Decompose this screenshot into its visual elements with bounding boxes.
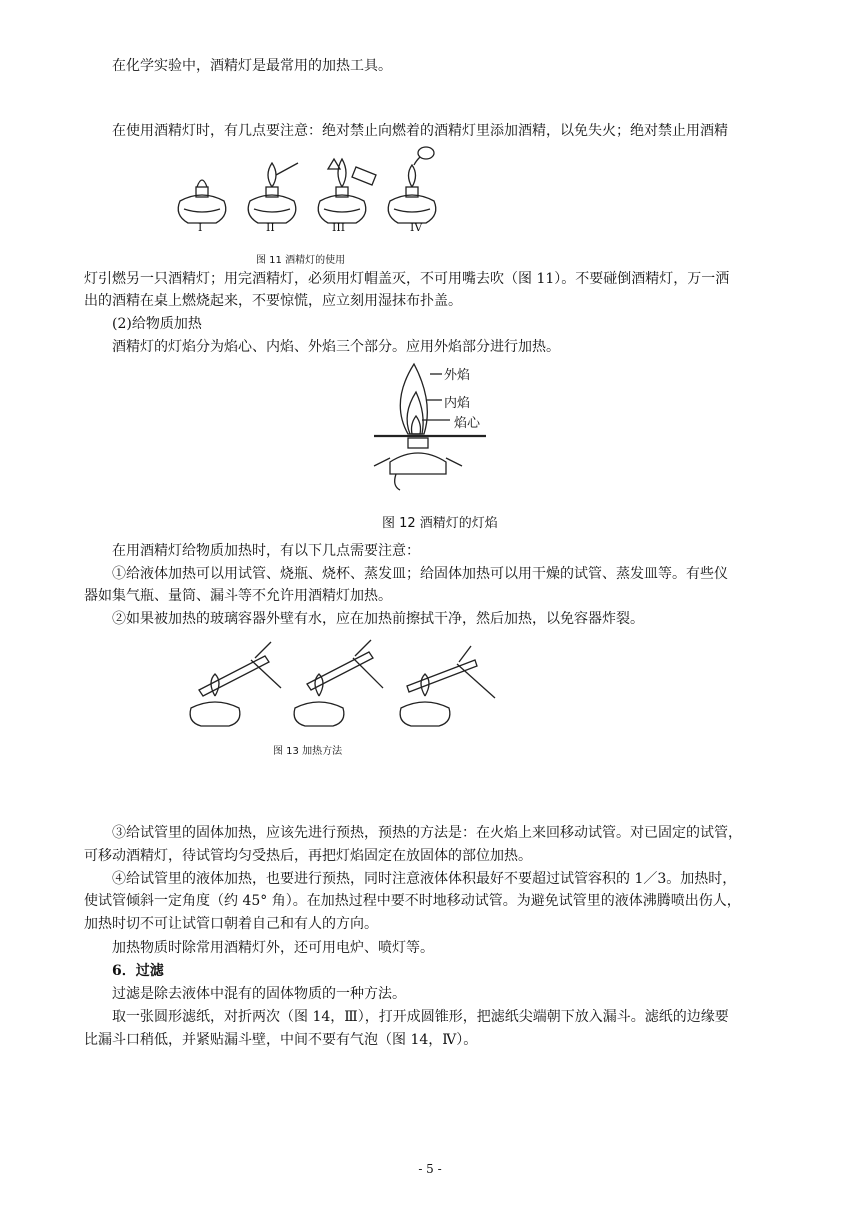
figure-12 <box>370 362 510 532</box>
section-heading-heating: (2)给物质加热 <box>112 316 202 332</box>
figure-13-drawing <box>185 638 515 728</box>
flame-core-icon <box>412 416 421 434</box>
paragraph-note-4a: ④给试管里的液体加热，也要进行预热，同时注意液体体积最好不要超过试管容积的 1／3。加热时， <box>112 871 737 887</box>
figure-11-drawing <box>170 145 450 245</box>
paragraph-cautions-cont-1: 灯引燃另一只酒精灯；用完酒精灯，必须用灯帽盖灭，不可用嘴去吹（图 11）。不要碰倒酒精灯，万一洒 <box>84 271 730 287</box>
heating-method-2-icon <box>294 640 383 726</box>
label-inner-flame: 内焰 <box>444 396 471 411</box>
paragraph-cautions-cont-2: 出的酒精在桌上燃烧起来，不要惊慌，应立刻用湿抹布扑盖。 <box>84 293 462 309</box>
paragraph-note-4b: 使试管倾斜一定角度（约 45° 角）。在加热过程中要不时地移动试管。为避免试管里的液体沸腾喷出伤人， <box>84 893 741 909</box>
figure-11-label-2: II <box>266 221 275 234</box>
page-number: - 5 - <box>418 1162 442 1176</box>
paragraph-note-1a: ①给液体加热可以用试管、烧瓶、烧杯、蒸发皿；给固体加热可以用干燥的试管、蒸发皿等。有些仪 <box>112 566 728 582</box>
lamp-3-icon <box>318 159 376 223</box>
figure-11-label-3: III <box>332 221 346 234</box>
figure-12-caption: 图 12 酒精灯的灯焰 <box>382 516 498 531</box>
paragraph-cautions-start: 在使用酒精灯时，有几点要注意：绝对禁止向燃着的酒精灯里添加酒精，以免失火；绝对禁止用酒精 <box>112 123 728 139</box>
paragraph-flame-parts: 酒精灯的灯焰分为焰心、内焰、外焰三个部分。应用外焰部分进行加热。 <box>112 339 560 355</box>
paragraph-filtration-steps-a: 取一张圆形滤纸，对折两次（图 14，Ⅲ），打开成圆锥形，把滤纸尖端朝下放入漏斗。滤纸的边缘要 <box>112 1009 729 1025</box>
label-flame-core: 焰心 <box>454 416 481 431</box>
figure-11-label-4: IV <box>410 221 423 234</box>
paragraph-note-3b: 可移动酒精灯，待试管均匀受热后，再把灯焰固定在放固体的部位加热。 <box>84 848 532 864</box>
paragraph-note-2: ②如果被加热的玻璃容器外壁有水，应在加热前擦拭干净，然后加热，以免容器炸裂。 <box>112 611 644 627</box>
lamp-1-icon <box>178 180 226 223</box>
paragraph-filtration-def: 过滤是除去液体中混有的固体物质的一种方法。 <box>112 986 406 1002</box>
paragraph-note-4c: 加热时切不可让试管口朝着自己和有人的方向。 <box>84 916 378 932</box>
paragraph-heating-notes: 在用酒精灯给物质加热时，有以下几点需要注意： <box>112 543 420 559</box>
section-heading-filtration: 6．过滤 <box>112 963 164 979</box>
figure-13-caption: 图 13 加热方法 <box>273 746 343 757</box>
figure-11-caption: 图 11 酒精灯的使用 <box>256 255 346 266</box>
paragraph-other-heaters: 加热物质时除常用酒精灯外，还可用电炉、喷灯等。 <box>112 940 434 956</box>
paragraph-note-1b: 器如集气瓶、量筒、漏斗等不允许用酒精灯加热。 <box>84 588 392 604</box>
figure-13 <box>185 638 515 758</box>
lamp-2-icon <box>248 163 298 223</box>
figure-11 <box>170 145 450 265</box>
lamp-4-icon <box>388 147 436 223</box>
heating-method-3-icon <box>400 646 495 726</box>
figure-11-label-1: I <box>198 221 203 234</box>
paragraph-intro: 在化学实验中，酒精灯是最常用的加热工具。 <box>112 58 392 74</box>
paragraph-note-3a: ③给试管里的固体加热，应该先进行预热，预热的方法是：在火焰上来回移动试管。对已固定的试管， <box>112 825 742 841</box>
paragraph-filtration-steps-b: 比漏斗口稍低，并紧贴漏斗壁，中间不要有气泡（图 14，Ⅳ）。 <box>84 1032 478 1048</box>
label-outer-flame: 外焰 <box>444 368 471 383</box>
heating-method-1-icon <box>190 642 281 726</box>
figure-12-drawing <box>370 362 510 492</box>
